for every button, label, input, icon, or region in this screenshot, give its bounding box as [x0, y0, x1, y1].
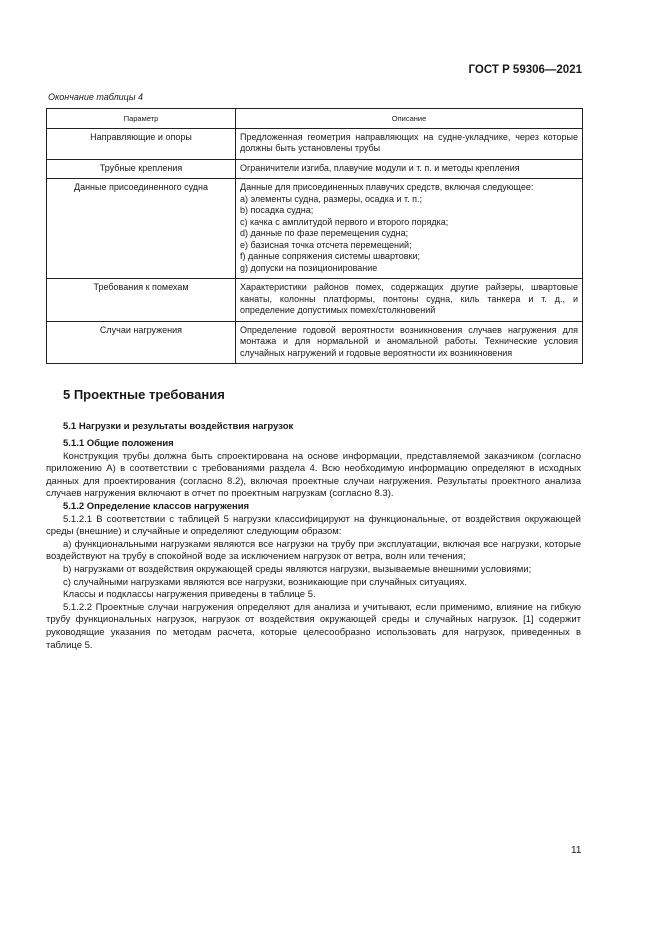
desc-cell — [236, 279, 583, 322]
param-cell: Трубные крепления — [47, 159, 236, 179]
desc-line: d) данные по фазе перемещения судна; — [240, 228, 409, 238]
desc-cell — [236, 179, 583, 279]
table-header-row — [47, 109, 583, 129]
table-row — [47, 159, 583, 179]
section-body — [46, 438, 581, 652]
paragraph: Классы и подклассы нагружения приведены в таблице 5. — [63, 589, 316, 601]
desc-cell — [236, 128, 583, 159]
parameters-table — [46, 108, 583, 364]
column-header-param: Параметр — [47, 109, 236, 129]
desc-line: Определение годовой вероятности возникновения случаев нагружения для монтажа и для нормальной и аномальной работы. Технические условия случайных нагружений и годовые вероятности их возникновения — [240, 324, 578, 358]
table-row — [47, 279, 583, 322]
paragraph: c) случайными нагрузками являются все нагрузки, возникающие при случайных ситуациях. — [63, 576, 468, 588]
desc-line: c) качка с амплитудой первого и второго порядка; — [240, 216, 449, 227]
table-row — [47, 128, 583, 159]
param-cell: Направляющие и опоры — [47, 128, 236, 159]
desc-line: e) базисная точка отсчета перемещений; — [240, 239, 412, 250]
desc-line: Данные для присоединенных плавучих средств, включая следующее: — [240, 182, 534, 192]
paragraph: a) функциональными нагрузками являются все нагрузки на трубу при эксплуатации, включая все нагрузки, которые воздействуют на трубу в спокойной воде за исключением нагрузок от ветра, волн или течения; — [46, 538, 581, 563]
desc-line: f) данные сопряжения системы швартовки; — [240, 251, 421, 261]
desc-line: Характеристики районов помех, содержащих другие райзеры, швартовые канаты, колонны платформы, понтоны судна, киль танкера и т. д., и определение допустимых помех/столкновений — [240, 282, 578, 315]
table-caption: Окончание таблицы 4 — [48, 92, 143, 102]
desc-line: Ограничители изгиба, плавучие модули и т. п. и методы крепления — [240, 162, 520, 173]
clause-heading: 5.1.2 Определение классов нагружения — [63, 500, 250, 512]
section-title: 5 Проектные требования — [63, 387, 225, 402]
desc-cell — [236, 321, 583, 364]
paragraph: 5.1.2.2 Проектные случаи нагружения определяют для анализа и учитывают, если применимо, влияние на гибкую трубу функциональных нагрузок, нагрузок от воздействия окружающей среды и случайных нагрузок. [1] содержит руководящие указания по методам расчета, которые целесообразно использовать для нагрузок, приведенных в таблице 5. — [46, 601, 581, 651]
desc-line: Предложенная геометрия направляющих на судне-укладчике, через которые должны быть установлены трубы — [240, 131, 578, 153]
desc-line: g) допуски на позиционирование — [240, 262, 378, 273]
desc-line: b) посадка судна; — [240, 205, 314, 215]
param-cell: Случаи нагружения — [47, 321, 236, 364]
clause-heading: 5.1.1 Общие положения — [63, 438, 174, 449]
param-cell: Требования к помехам — [47, 279, 236, 322]
paragraph: b) нагрузками от воздействия окружающей среды являются нагрузки, вызываемые внешними условиями; — [63, 563, 532, 575]
desc-cell — [236, 159, 583, 179]
table-row — [47, 179, 583, 279]
page-number: 11 — [571, 845, 582, 856]
subsection-title: 5.1 Нагрузки и результаты воздействия нагрузок — [63, 421, 294, 432]
desc-line: a) элементы судна, размеры, осадка и т. п.; — [240, 193, 422, 204]
param-cell: Данные присоединенного судна — [47, 179, 236, 279]
paragraph: Конструкция трубы должна быть спроектирована на основе информации, представляемой заказчиком (согласно приложению А) в соответствии с требованиями раздела 4. Всю необходимую информацию определяют в исходных данных для проектирования (согласно 8.2), включая проектные случаи нагружения. Результаты проектного анализа случаев нагружения включают в отчет по проектным нагрузкам (согласно 8.3). — [46, 450, 581, 500]
paragraph: 5.1.2.1 В соответствии с таблицей 5 нагрузки классифицируют на функциональные, от воздействия окружающей среды (внешние) и случайные и определяют следующим образом: — [46, 513, 581, 538]
column-header-desc: Описание — [236, 109, 583, 129]
document-code: ГОСТ Р 59306—2021 — [468, 64, 582, 76]
table-row — [47, 321, 583, 364]
